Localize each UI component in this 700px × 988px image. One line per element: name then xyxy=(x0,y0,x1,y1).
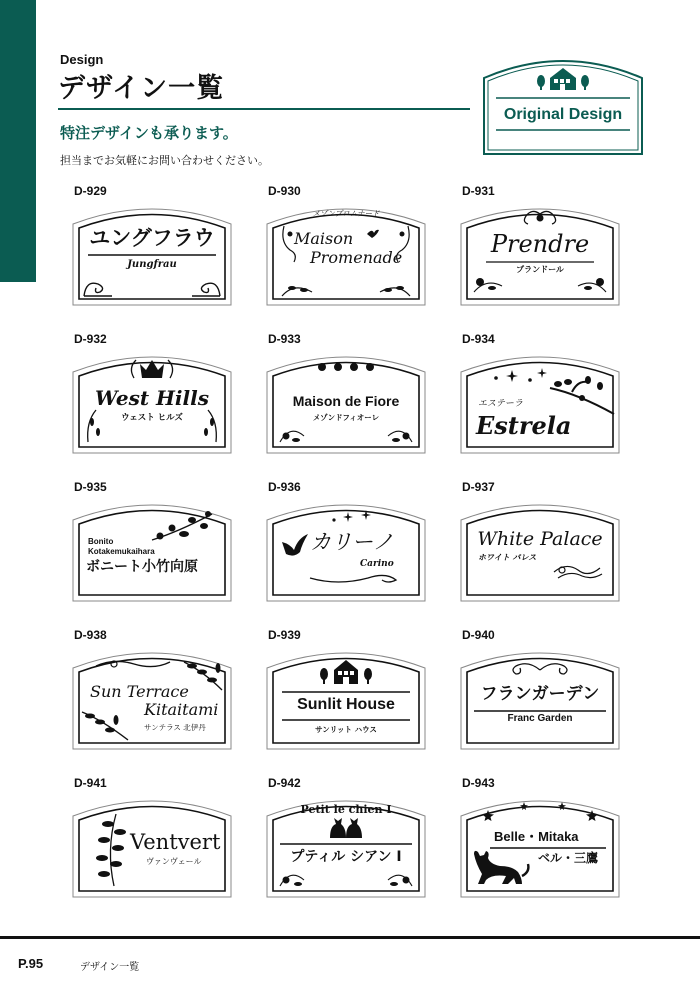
nameplate xyxy=(72,348,232,454)
nameplate xyxy=(266,644,426,750)
design-card xyxy=(264,184,426,306)
design-card xyxy=(264,776,426,898)
divider-line xyxy=(280,842,412,846)
flower-ornament-icon xyxy=(472,272,608,294)
plate-top-text: Petit le chien I xyxy=(300,803,392,816)
stars-icon xyxy=(490,368,550,384)
page-subtitle: 特注デザインも承ります。 xyxy=(60,124,238,142)
design-grid xyxy=(70,184,640,898)
plate-sub-text: サンリット ハウス xyxy=(315,725,377,734)
nameplate xyxy=(266,496,426,602)
house-icon xyxy=(550,68,576,90)
plate-sub-text: ヴァンヴェール xyxy=(146,857,202,866)
nameplate xyxy=(72,496,232,602)
plate-sub-text: エステーラ xyxy=(478,399,523,409)
design-code: D-943 xyxy=(462,776,495,790)
plate-main-text: Sunlit House xyxy=(297,696,395,713)
page-description: 担当までお気軽にお問い合わせください。 xyxy=(60,154,269,167)
tree-branch-icon xyxy=(548,376,616,416)
dove-icon xyxy=(280,532,310,558)
nameplate xyxy=(72,200,232,306)
nameplate xyxy=(460,792,620,898)
scroll-ornament-icon xyxy=(506,660,574,678)
nameplate xyxy=(266,200,426,306)
flourish-ornament-icon xyxy=(552,560,604,582)
design-code: D-930 xyxy=(268,184,301,198)
plate-sub-text: ホワイト パレス xyxy=(478,553,537,562)
plate-main-text: Maison xyxy=(294,229,354,248)
page-title: デザイン一覧 xyxy=(58,73,225,104)
original-design-badge xyxy=(482,52,644,156)
footer-section-label: デザイン一覧 xyxy=(80,962,140,973)
side-tab xyxy=(0,0,36,282)
design-card xyxy=(70,184,232,306)
olive-branch-icon xyxy=(86,810,126,888)
plate-text-line: Bonito xyxy=(88,537,114,546)
dogs-icon xyxy=(328,816,364,840)
crown-icon xyxy=(124,356,180,382)
nameplate xyxy=(460,348,620,454)
plate-main-text: Kitaitami xyxy=(144,700,219,719)
plate-main-text: White Palace xyxy=(477,528,603,550)
design-code: D-935 xyxy=(74,480,107,494)
design-code: D-938 xyxy=(74,628,107,642)
design-code: D-932 xyxy=(74,332,107,346)
section-eyebrow: Design xyxy=(60,52,104,67)
design-card xyxy=(70,628,232,750)
design-code: D-934 xyxy=(462,332,495,346)
design-card xyxy=(264,628,426,750)
plate-main-text: Maison de Fiore xyxy=(292,393,400,409)
scroll-ornament-icon xyxy=(82,276,222,298)
plate-sub-text: Franc Garden xyxy=(507,713,573,724)
design-code: D-942 xyxy=(268,776,301,790)
swirl-ornament-icon xyxy=(94,656,174,672)
plate-main-text: Ventvert xyxy=(130,830,221,854)
divider-line xyxy=(88,253,216,257)
plate-main-text: ボニート小竹向原 xyxy=(86,559,198,575)
plate-sub-text: プランドール xyxy=(516,265,564,274)
design-card xyxy=(70,776,232,898)
plate-sub-text: ベル・三鷹 xyxy=(538,851,599,865)
design-code: D-933 xyxy=(268,332,301,346)
floral-corner-icon xyxy=(278,864,414,888)
divider-line xyxy=(486,260,594,264)
design-card xyxy=(458,480,620,602)
vine-ornament-icon xyxy=(278,220,414,298)
plate-main-text: Promenade xyxy=(310,248,403,267)
leaf-branch-icon xyxy=(148,510,218,550)
plate-sub-text: Carino xyxy=(360,559,394,569)
nameplate xyxy=(72,792,232,898)
plate-main-text: フランガーデン xyxy=(480,684,600,704)
stars-icon xyxy=(330,510,380,526)
leaf-ornament-icon xyxy=(82,404,222,444)
design-code: D-941 xyxy=(74,776,107,790)
page-number: P.95 xyxy=(18,956,44,971)
footer-rule xyxy=(0,936,700,939)
leaf-branch-icon xyxy=(80,706,130,742)
design-card xyxy=(70,332,232,454)
cat-icon xyxy=(472,850,532,886)
design-code: D-937 xyxy=(462,480,495,494)
nameplate xyxy=(266,348,426,454)
design-card xyxy=(458,332,620,454)
crest-ornament-icon xyxy=(518,210,562,228)
design-code: D-939 xyxy=(268,628,301,642)
design-card xyxy=(458,628,620,750)
plate-main-text: Estrela xyxy=(476,411,572,440)
design-card xyxy=(458,776,620,898)
plate-text-line: Kotakemukaihara xyxy=(88,547,155,556)
design-card xyxy=(264,332,426,454)
design-code: D-931 xyxy=(462,184,495,198)
title-rule xyxy=(58,108,470,110)
plate-top-text: メゾンプロムナード xyxy=(312,209,380,218)
plate-sub-text: Jungfrau xyxy=(127,259,177,270)
plate-main-text: Belle・Mitaka xyxy=(494,829,579,844)
flower-garland-icon xyxy=(314,360,378,374)
stars-icon xyxy=(480,800,604,822)
floral-corner-icon xyxy=(278,418,414,444)
plate-main-text: カリーノ xyxy=(310,530,394,554)
design-card xyxy=(70,480,232,602)
design-card xyxy=(458,184,620,306)
house-icon xyxy=(318,658,374,686)
design-code: D-936 xyxy=(268,480,301,494)
plate-main-text: Prendre xyxy=(490,230,590,258)
nameplate xyxy=(460,200,620,306)
plate-main-text: Sun Terrace xyxy=(90,682,189,701)
design-code: D-929 xyxy=(74,184,107,198)
nameplate xyxy=(266,792,426,898)
swirl-ornament-icon xyxy=(308,570,398,588)
nameplate xyxy=(460,496,620,602)
plate-main-text: West Hills xyxy=(95,386,209,410)
plate-sub-text: メゾンドフィオーレ xyxy=(312,413,380,422)
design-card xyxy=(264,480,426,602)
nameplate xyxy=(460,644,620,750)
plate-main-text: ユングフラウ xyxy=(89,226,215,250)
badge-label: Original Design xyxy=(503,106,623,123)
plate-sub-text: ウェスト ヒルズ xyxy=(121,413,183,423)
design-code: D-940 xyxy=(462,628,495,642)
nameplate xyxy=(72,644,232,750)
plate-sub-text: サンテラス 北伊丹 xyxy=(144,723,206,732)
plate-main-text: プティル シアン I xyxy=(290,849,402,865)
